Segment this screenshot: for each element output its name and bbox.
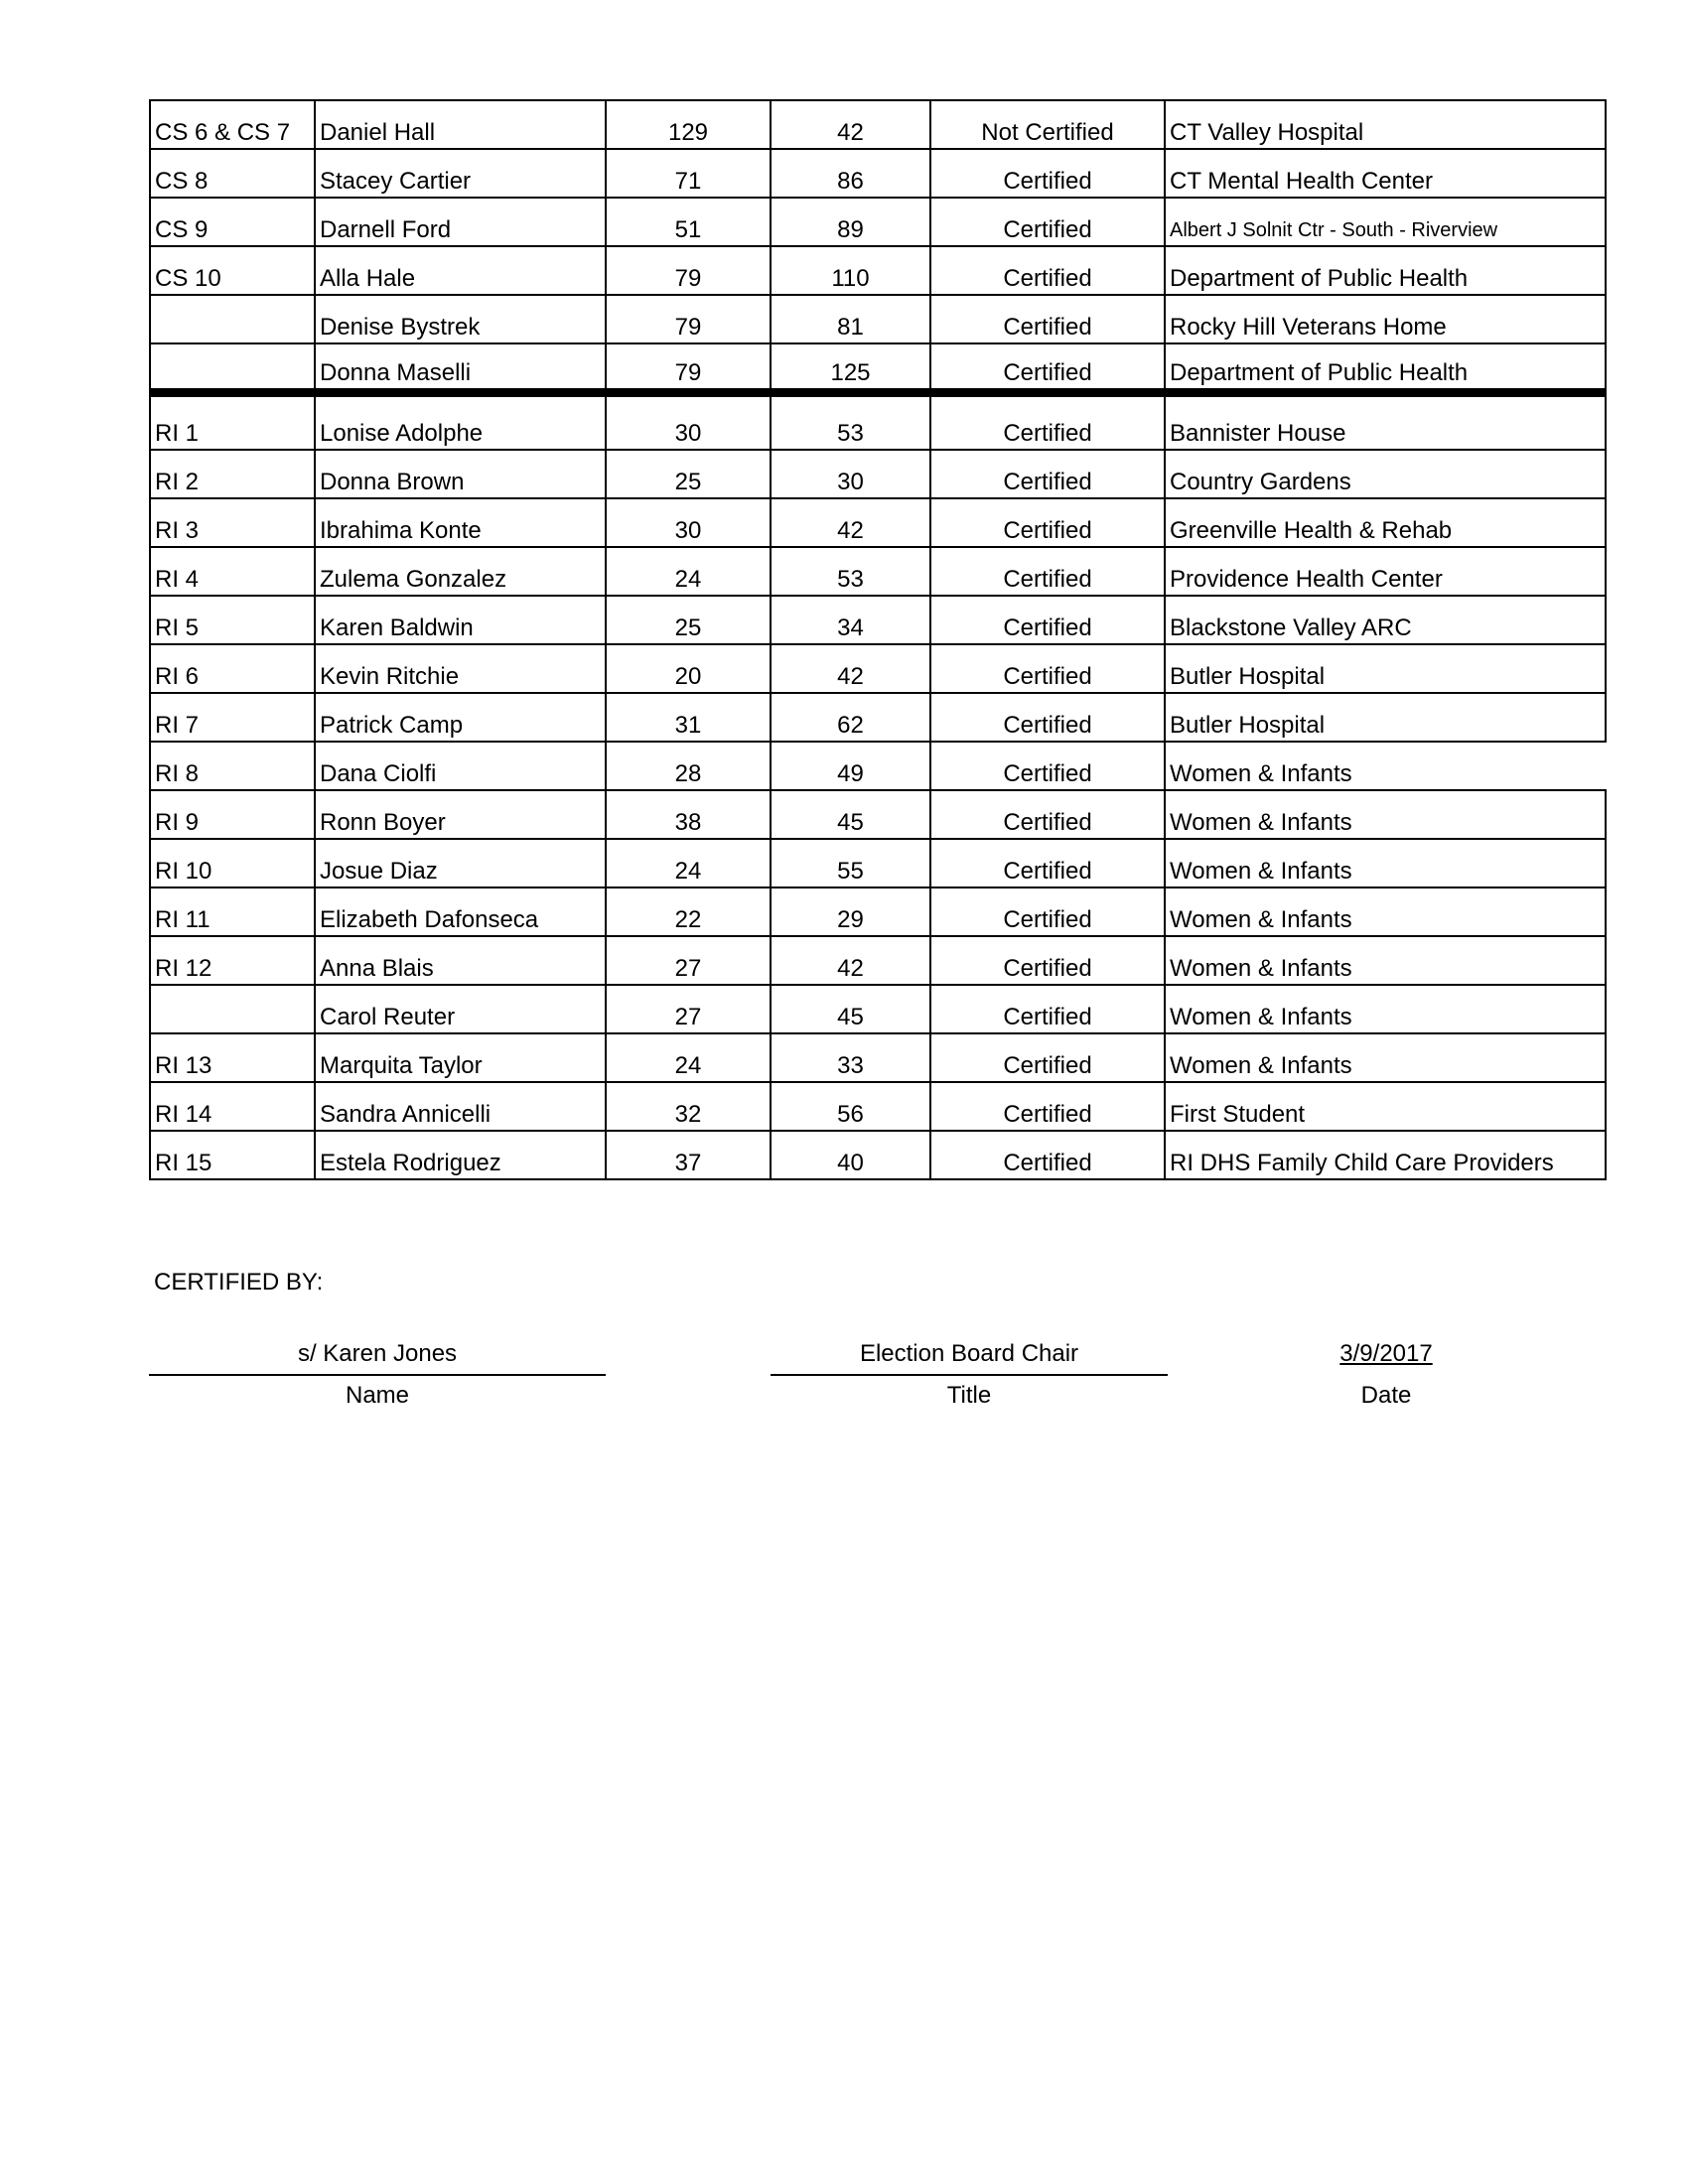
count2-cell: 81: [771, 295, 930, 343]
count1-cell: 31: [606, 693, 771, 742]
table-row: [150, 198, 1606, 246]
count1-cell: 129: [606, 100, 771, 149]
status-cell: Certified: [930, 936, 1165, 985]
count2-cell: 40: [771, 1131, 930, 1179]
table-row: [150, 547, 1606, 596]
unit-cell: RI 7: [150, 693, 315, 742]
table-row: [150, 1131, 1606, 1179]
count1-cell: 37: [606, 1131, 771, 1179]
count2-cell: 42: [771, 644, 930, 693]
status-cell: Certified: [930, 343, 1165, 392]
unit-cell: CS 9: [150, 198, 315, 246]
name-cell: Josue Diaz: [315, 839, 606, 887]
facility-cell: Blackstone Valley ARC: [1165, 596, 1606, 644]
status-cell: Certified: [930, 693, 1165, 742]
name-cell: Sandra Annicelli: [315, 1082, 606, 1131]
unit-cell: RI 11: [150, 887, 315, 936]
table-row: [150, 149, 1606, 198]
table-row: [150, 100, 1606, 149]
name-cell: Anna Blais: [315, 936, 606, 985]
count2-cell: 42: [771, 100, 930, 149]
table-row: [150, 936, 1606, 985]
facility-cell: Women & Infants: [1165, 936, 1606, 985]
name-cell: Kevin Ritchie: [315, 644, 606, 693]
name-cell: Zulema Gonzalez: [315, 547, 606, 596]
status-cell: Certified: [930, 742, 1165, 790]
name-cell: Stacey Cartier: [315, 149, 606, 198]
status-cell: Certified: [930, 392, 1165, 450]
table-row: [150, 693, 1606, 742]
status-cell: Certified: [930, 790, 1165, 839]
facility-cell: Women & Infants: [1165, 742, 1606, 790]
name-cell: Dana Ciolfi: [315, 742, 606, 790]
status-cell: Not Certified: [930, 100, 1165, 149]
status-cell: Certified: [930, 1033, 1165, 1082]
facility-cell: Butler Hospital: [1165, 693, 1606, 742]
table-row: [150, 1082, 1606, 1131]
status-cell: Certified: [930, 1082, 1165, 1131]
table-row: [150, 450, 1606, 498]
status-cell: Certified: [930, 839, 1165, 887]
count1-cell: 25: [606, 596, 771, 644]
facility-cell: Women & Infants: [1165, 790, 1606, 839]
facility-cell: Department of Public Health: [1165, 246, 1606, 295]
count2-cell: 49: [771, 742, 930, 790]
table-row: [150, 295, 1606, 343]
table-row: [150, 790, 1606, 839]
signer-title-value: Election Board Chair: [859, 1340, 1079, 1367]
status-cell: Certified: [930, 596, 1165, 644]
name-cell: Darnell Ford: [315, 198, 606, 246]
status-cell: Certified: [930, 1131, 1165, 1179]
count2-cell: 89: [771, 198, 930, 246]
count2-cell: 42: [771, 498, 930, 547]
table-row: [150, 644, 1606, 693]
name-cell: Donna Maselli: [315, 343, 606, 392]
count1-cell: 27: [606, 936, 771, 985]
table-row: [150, 839, 1606, 887]
title-label: Title: [946, 1382, 992, 1409]
count1-cell: 79: [606, 295, 771, 343]
status-cell: Certified: [930, 498, 1165, 547]
unit-cell: RI 1: [150, 392, 315, 450]
title-signature-line: [771, 1374, 1168, 1376]
facility-cell: Bannister House: [1165, 392, 1606, 450]
status-cell: Certified: [930, 295, 1165, 343]
table-row: [150, 887, 1606, 936]
count2-cell: 29: [771, 887, 930, 936]
table-row: [150, 742, 1606, 790]
count2-cell: 55: [771, 839, 930, 887]
facility-cell: Women & Infants: [1165, 1033, 1606, 1082]
name-cell: Estela Rodriguez: [315, 1131, 606, 1179]
count2-cell: 42: [771, 936, 930, 985]
facility-cell: Butler Hospital: [1165, 644, 1606, 693]
count2-cell: 53: [771, 547, 930, 596]
name-cell: Patrick Camp: [315, 693, 606, 742]
date-label: Date: [1360, 1382, 1412, 1409]
count1-cell: 32: [606, 1082, 771, 1131]
facility-cell: CT Valley Hospital: [1165, 100, 1606, 149]
name-cell: Ronn Boyer: [315, 790, 606, 839]
count1-cell: 24: [606, 547, 771, 596]
unit-cell: [150, 295, 315, 343]
count1-cell: 51: [606, 198, 771, 246]
table-row: [150, 392, 1606, 450]
unit-cell: RI 6: [150, 644, 315, 693]
unit-cell: RI 10: [150, 839, 315, 887]
count1-cell: 24: [606, 1033, 771, 1082]
count1-cell: 24: [606, 839, 771, 887]
count2-cell: 53: [771, 392, 930, 450]
facility-cell: Greenville Health & Rehab: [1165, 498, 1606, 547]
facility-cell: Albert J Solnit Ctr - South - Riverview: [1165, 198, 1606, 246]
count1-cell: 71: [606, 149, 771, 198]
status-cell: Certified: [930, 985, 1165, 1033]
count1-cell: 27: [606, 985, 771, 1033]
unit-cell: RI 4: [150, 547, 315, 596]
count1-cell: 28: [606, 742, 771, 790]
table-row: [150, 985, 1606, 1033]
unit-cell: RI 5: [150, 596, 315, 644]
results-table-body: [150, 100, 1606, 1179]
name-signature-line: [149, 1374, 606, 1376]
facility-cell: Rocky Hill Veterans Home: [1165, 295, 1606, 343]
facility-cell: Providence Health Center: [1165, 547, 1606, 596]
name-label: Name: [345, 1382, 410, 1409]
status-cell: Certified: [930, 547, 1165, 596]
table-row: [150, 1033, 1606, 1082]
status-cell: Certified: [930, 149, 1165, 198]
count2-cell: 125: [771, 343, 930, 392]
unit-cell: [150, 985, 315, 1033]
count1-cell: 79: [606, 343, 771, 392]
table-row: [150, 596, 1606, 644]
count2-cell: 45: [771, 790, 930, 839]
name-cell: Donna Brown: [315, 450, 606, 498]
facility-cell: CT Mental Health Center: [1165, 149, 1606, 198]
unit-cell: CS 6 & CS 7: [150, 100, 315, 149]
status-cell: Certified: [930, 246, 1165, 295]
facility-cell: Country Gardens: [1165, 450, 1606, 498]
status-cell: Certified: [930, 644, 1165, 693]
count2-cell: 62: [771, 693, 930, 742]
name-cell: Carol Reuter: [315, 985, 606, 1033]
table-row: [150, 246, 1606, 295]
count1-cell: 22: [606, 887, 771, 936]
facility-cell: Women & Infants: [1165, 839, 1606, 887]
facility-cell: Women & Infants: [1165, 985, 1606, 1033]
status-cell: Certified: [930, 450, 1165, 498]
unit-cell: RI 14: [150, 1082, 315, 1131]
certification-date-value: 3/9/2017: [1339, 1340, 1433, 1367]
unit-cell: RI 15: [150, 1131, 315, 1179]
count2-cell: 45: [771, 985, 930, 1033]
certified-by-heading: CERTIFIED BY:: [154, 1269, 324, 1296]
unit-cell: CS 8: [150, 149, 315, 198]
count2-cell: 110: [771, 246, 930, 295]
name-cell: Daniel Hall: [315, 100, 606, 149]
name-cell: Denise Bystrek: [315, 295, 606, 343]
count1-cell: 25: [606, 450, 771, 498]
count2-cell: 30: [771, 450, 930, 498]
count1-cell: 30: [606, 392, 771, 450]
table-row: [150, 498, 1606, 547]
unit-cell: RI 3: [150, 498, 315, 547]
count1-cell: 20: [606, 644, 771, 693]
unit-cell: RI 8: [150, 742, 315, 790]
name-cell: Alla Hale: [315, 246, 606, 295]
results-table: [149, 99, 1607, 1180]
unit-cell: RI 2: [150, 450, 315, 498]
count2-cell: 33: [771, 1033, 930, 1082]
facility-cell: RI DHS Family Child Care Providers: [1165, 1131, 1606, 1179]
count1-cell: 30: [606, 498, 771, 547]
status-cell: Certified: [930, 198, 1165, 246]
facility-cell: First Student: [1165, 1082, 1606, 1131]
unit-cell: RI 13: [150, 1033, 315, 1082]
unit-cell: RI 9: [150, 790, 315, 839]
unit-cell: RI 12: [150, 936, 315, 985]
signer-name-value: s/ Karen Jones: [297, 1340, 458, 1367]
name-cell: Karen Baldwin: [315, 596, 606, 644]
count2-cell: 34: [771, 596, 930, 644]
count1-cell: 79: [606, 246, 771, 295]
facility-cell: Department of Public Health: [1165, 343, 1606, 392]
count2-cell: 56: [771, 1082, 930, 1131]
status-cell: Certified: [930, 887, 1165, 936]
table-row: [150, 343, 1606, 392]
name-cell: Lonise Adolphe: [315, 392, 606, 450]
name-cell: Marquita Taylor: [315, 1033, 606, 1082]
facility-cell: Women & Infants: [1165, 887, 1606, 936]
unit-cell: [150, 343, 315, 392]
unit-cell: CS 10: [150, 246, 315, 295]
count2-cell: 86: [771, 149, 930, 198]
name-cell: Elizabeth Dafonseca: [315, 887, 606, 936]
name-cell: Ibrahima Konte: [315, 498, 606, 547]
count1-cell: 38: [606, 790, 771, 839]
